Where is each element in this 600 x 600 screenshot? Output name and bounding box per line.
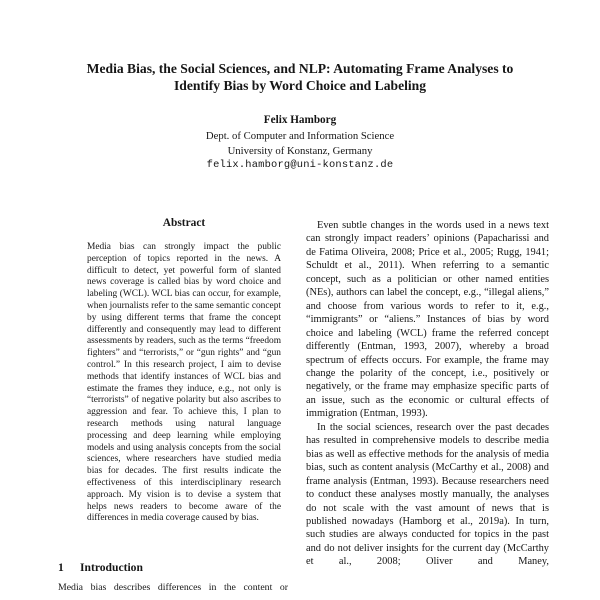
paper-title-line-1: Media Bias, the Social Sciences, and NLP: Automating Frame Analyses to	[86, 61, 514, 76]
section-title: Introduction	[80, 561, 143, 574]
section-heading-introduction	[58, 561, 143, 575]
two-column-body	[58, 210, 549, 600]
author-block	[0, 113, 600, 173]
right-column-paragraph-2: In the social sciences, research over the past decades has resulted in comprehensive models to describe media bias as well as effective methods for the analysis of media bias, such as content analysis (McCarthy et al., 2008) and frame analysis (Entman, 1993). Because researchers need to conduct these analyses mostly manually, the analyses do not scale with the vast amount of news that is published nowadays (Hamborg et al., 2019a). In turn, such studies are always conducted for topics in the past and do not deliver insights for the current day (McCarthy et al., 2008; Oliver and Maney,	[306, 421, 549, 568]
author-name: Felix Hamborg	[263, 114, 337, 126]
paper-title-line-2: Identify Bias by Word Choice and Labeling	[173, 78, 427, 94]
left-column	[58, 210, 288, 600]
introduction-paragraph: Media bias describes differences in the content or	[58, 582, 288, 593]
section-number: 1	[58, 561, 64, 574]
author-department: Dept. of Computer and Information Science	[205, 130, 395, 142]
right-column	[306, 210, 549, 600]
abstract-text: Media bias can strongly impact the public perception of topics reported in the news. A difficult to detect, yet powerful form of slanted news coverage is called bias by word choice and labeling (WCL). WCL bias can occur, for example, when journalists refer to the same semantic concept by using different terms that frame the concept differently and consequently may lead to different assessments by readers, such as the terms “freedom fighters” and “terrorists,” or “gun rights” and “gun control.” In this research project, I aim to devise methods that identify instances of WCL bias and estimate the frames they induce, e.g., not only is “terrorists” of negative polarity but also ascribes to aggression and fear. To achieve this, I plan to research methods using natural language processing and deep learning while employing models and using analysis concepts from the social sciences, where researchers have studied media bias for decades. The first results indicate the effectiveness of this interdisciplinary research approach. My vision is to devise a system that helps news readers to become aware of the differences in media coverage caused by bias.	[87, 242, 281, 524]
abstract-heading: Abstract	[162, 217, 206, 229]
author-email: felix.hamborg@uni-konstanz.de	[206, 159, 394, 171]
author-university: University of Konstanz, Germany	[227, 144, 373, 157]
paper-title	[0, 60, 600, 94]
right-column-paragraph-1: Even subtle changes in the words used in a news text can strongly impact readers’ opinions (Papacharissi and de Fatima Oliveira, 2008; Price et al., 2005; Rugg, 1941; Schuldt et al., 2011). When referring to a semantic concept, such as a politician or other named entities (NEs), authors can label the concept, e.g., “illegal aliens,” and choose from various words to refer to it, e.g., “immigrants” or “aliens.” Instances of bias by word choice and labeling (WCL) frame the referred concept differently (Entman, 1993, 2007), whereby a broad spectrum of effects occurs. For example, the frame may change the polarity of the concept, i.e., positively or negatively, or the frame may emphasize specific parts of an issue, such as the economic or cultural effects of immigration (Entman, 1993).	[306, 220, 549, 420]
